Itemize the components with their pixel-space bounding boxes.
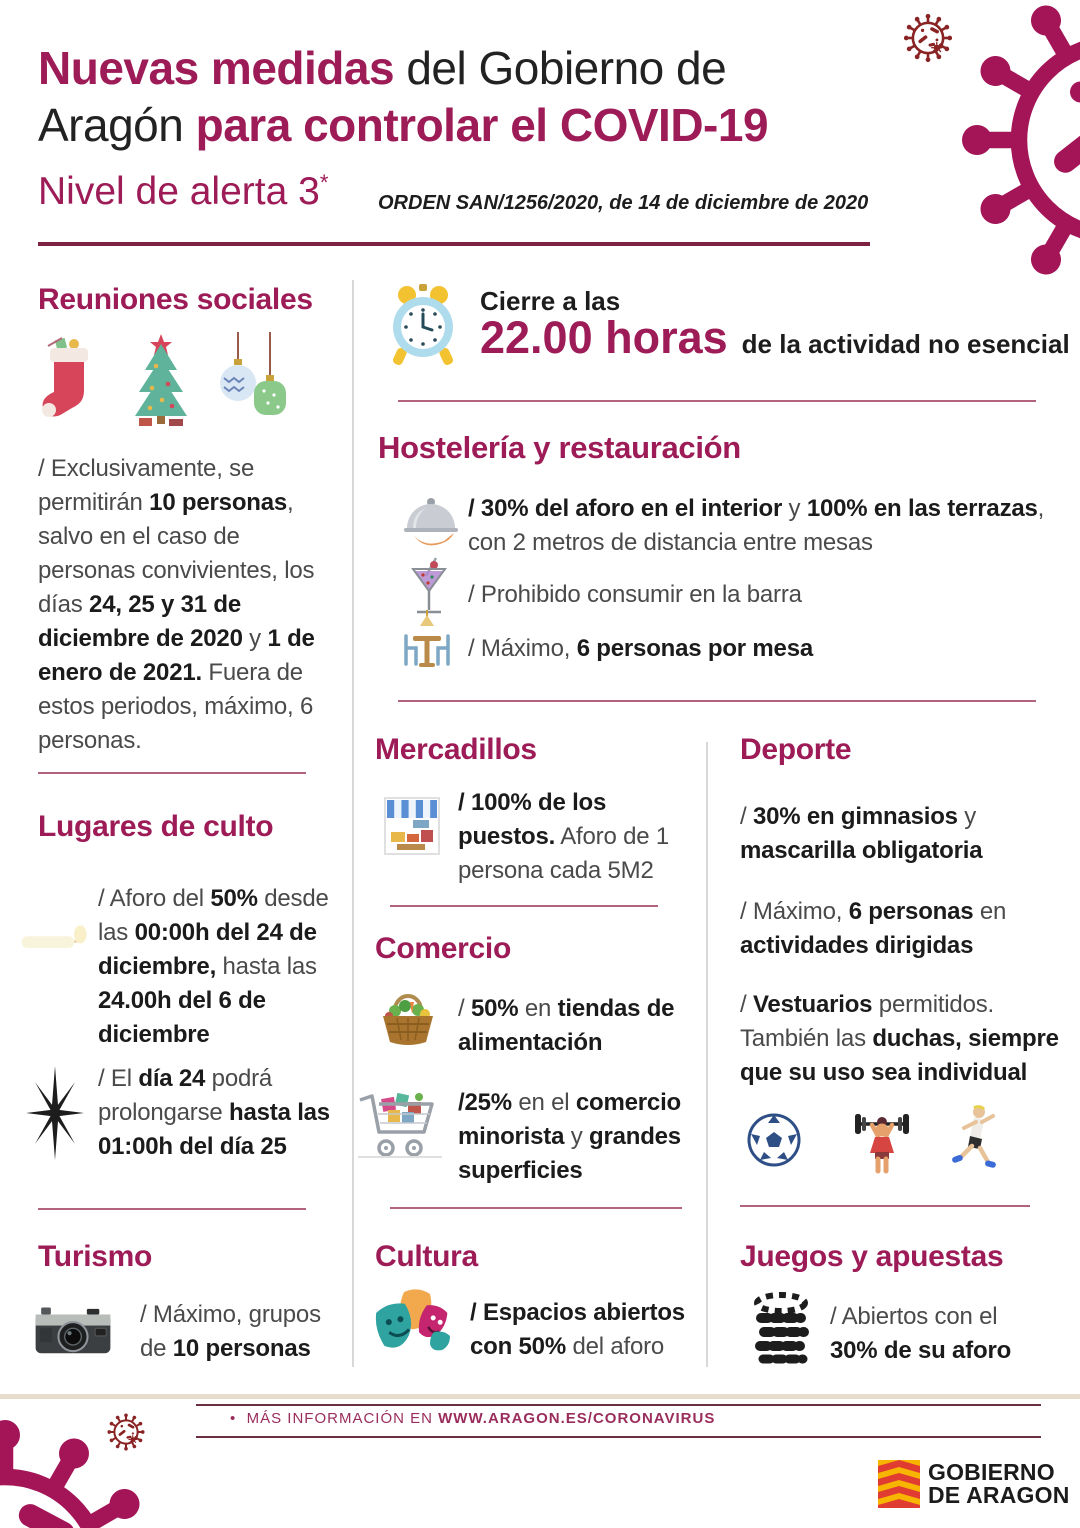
hosteleria-item-3: / Máximo, 6 personas por mesa (468, 635, 813, 662)
header-rule (38, 242, 870, 246)
deporte-item-3: / Vestuarios permitidos. También las duchas, siempre que su uso sea individual (740, 991, 1059, 1086)
footer-info (230, 1410, 715, 1427)
logo-text-line2: DE ARAGON (928, 1482, 1070, 1508)
logo-text-line1: GOBIERNO (928, 1459, 1055, 1485)
poker-chips-icon (750, 1290, 812, 1368)
section-rule (390, 1207, 682, 1209)
camera-icon (34, 1302, 112, 1356)
footer-band (0, 1394, 1080, 1399)
closure-intro: Cierre a las (480, 286, 621, 316)
section-rule (398, 400, 1036, 402)
section-rule (38, 1208, 306, 1210)
footer-bullet: • (230, 1410, 237, 1427)
section-rule (38, 772, 306, 774)
juegos-text: / Abiertos con el 30% de su aforo (830, 1303, 1012, 1364)
theater-masks-icon (374, 1286, 460, 1364)
comercio-item-2: /25% en el comercio minorista y grandes superficies (458, 1089, 682, 1184)
star-icon (26, 1066, 84, 1160)
page-title-line2: Aragón para controlar el COVID-19 (38, 99, 769, 151)
section-rule (740, 1205, 1030, 1207)
section-title-mercadillos: Mercadillos (375, 733, 537, 766)
market-stall-icon (383, 792, 441, 856)
culto-item-2: / El día 24 podrá prolongarse hasta las 01:00h del día 25 (98, 1065, 330, 1160)
page-title (38, 40, 768, 154)
section-title-deporte: Deporte (740, 733, 852, 766)
reuniones-text: / Exclusivamente, se permitirán 10 personas, salvo en el caso de personas convivientes, los días 24, 25 y 31 de diciembre de 2020 y 1 de enero de 2021. Fuera de estos periodos, máximo, 6 personas. (38, 455, 315, 754)
culto-item-1: / Aforo del 50% desde las 00:00h del 24 de diciembre, hasta las 24.00h del 6 de diciembre (98, 885, 329, 1048)
serving-dish-icon (400, 492, 462, 550)
section-title-reuniones: Reuniones sociales (38, 283, 313, 316)
section-title-turismo: Turismo (38, 1240, 153, 1273)
christmas-tree-icon (128, 332, 194, 427)
virus-small-icon (902, 12, 954, 64)
deporte-item-1: / 30% en gimnasios y mascarilla obligatoria (740, 803, 983, 864)
closure-row (480, 312, 1070, 364)
candle-icon (20, 920, 92, 956)
christmas-stocking-icon (40, 334, 96, 426)
section-title-hosteleria: Hostelería y restauración (378, 430, 741, 465)
cultura-text: / Espacios abiertos con 50% del aforo (470, 1299, 685, 1360)
section-title-cultura: Cultura (375, 1240, 478, 1273)
alert-level: Nivel de alerta 3* (38, 170, 329, 213)
section-title-culto: Lugares de culto (38, 810, 274, 843)
footer-info-url: WWW.ARAGON.ES/CORONAVIRUS (438, 1410, 716, 1427)
baubles-icon (216, 332, 286, 427)
hosteleria-item-2: / Prohibido consumir en la barra (468, 581, 802, 608)
footer-rule-top (196, 1404, 1041, 1406)
footer-rule-bottom (196, 1436, 1041, 1438)
page-title-line1: Nuevas medidas del Gobierno de (38, 42, 727, 94)
runner-icon (948, 1104, 1000, 1176)
gobierno-aragon-logo (878, 1460, 1070, 1508)
section-title-juegos: Juegos y apuestas (740, 1240, 1004, 1273)
order-reference: ORDEN SAN/1256/2020, de 14 de diciembre de 2020 (378, 192, 869, 214)
footer-info-prefix: MÁS INFORMACIÓN EN (246, 1410, 439, 1427)
column-divider-left (352, 280, 354, 1367)
weightlifter-icon (850, 1106, 914, 1176)
virus-small-icon (106, 1412, 146, 1452)
alarm-clock-icon (383, 282, 463, 370)
closure-suffix: de la actividad no esencial (741, 329, 1070, 359)
section-rule (398, 700, 1036, 702)
shopping-cart-icon (356, 1084, 444, 1164)
table-chairs-icon (394, 610, 460, 674)
closure-time: 22.00 horas (480, 312, 728, 363)
section-rule (390, 905, 658, 907)
aragon-emblem-icon (878, 1460, 920, 1508)
mercadillos-text: / 100% de los puestos. Aforo de 1 persona cada 5M2 (458, 789, 669, 884)
virus-large-icon (950, 0, 1080, 305)
food-basket-icon (375, 986, 441, 1046)
section-title-comercio: Comercio (375, 932, 511, 965)
comercio-item-1: / 50% en tiendas de alimentación (458, 995, 675, 1056)
alert-asterisk: * (319, 170, 329, 195)
soccer-ball-icon (746, 1112, 802, 1168)
hosteleria-item-1: / 30% del aforo en el interior y 100% en las terrazas, con 2 metros de distancia entre mesas (468, 495, 1045, 556)
turismo-text: / Máximo, grupos de 10 personas (140, 1301, 321, 1362)
deporte-item-2: / Máximo, 6 personas en actividades dirigidas (740, 898, 1007, 959)
